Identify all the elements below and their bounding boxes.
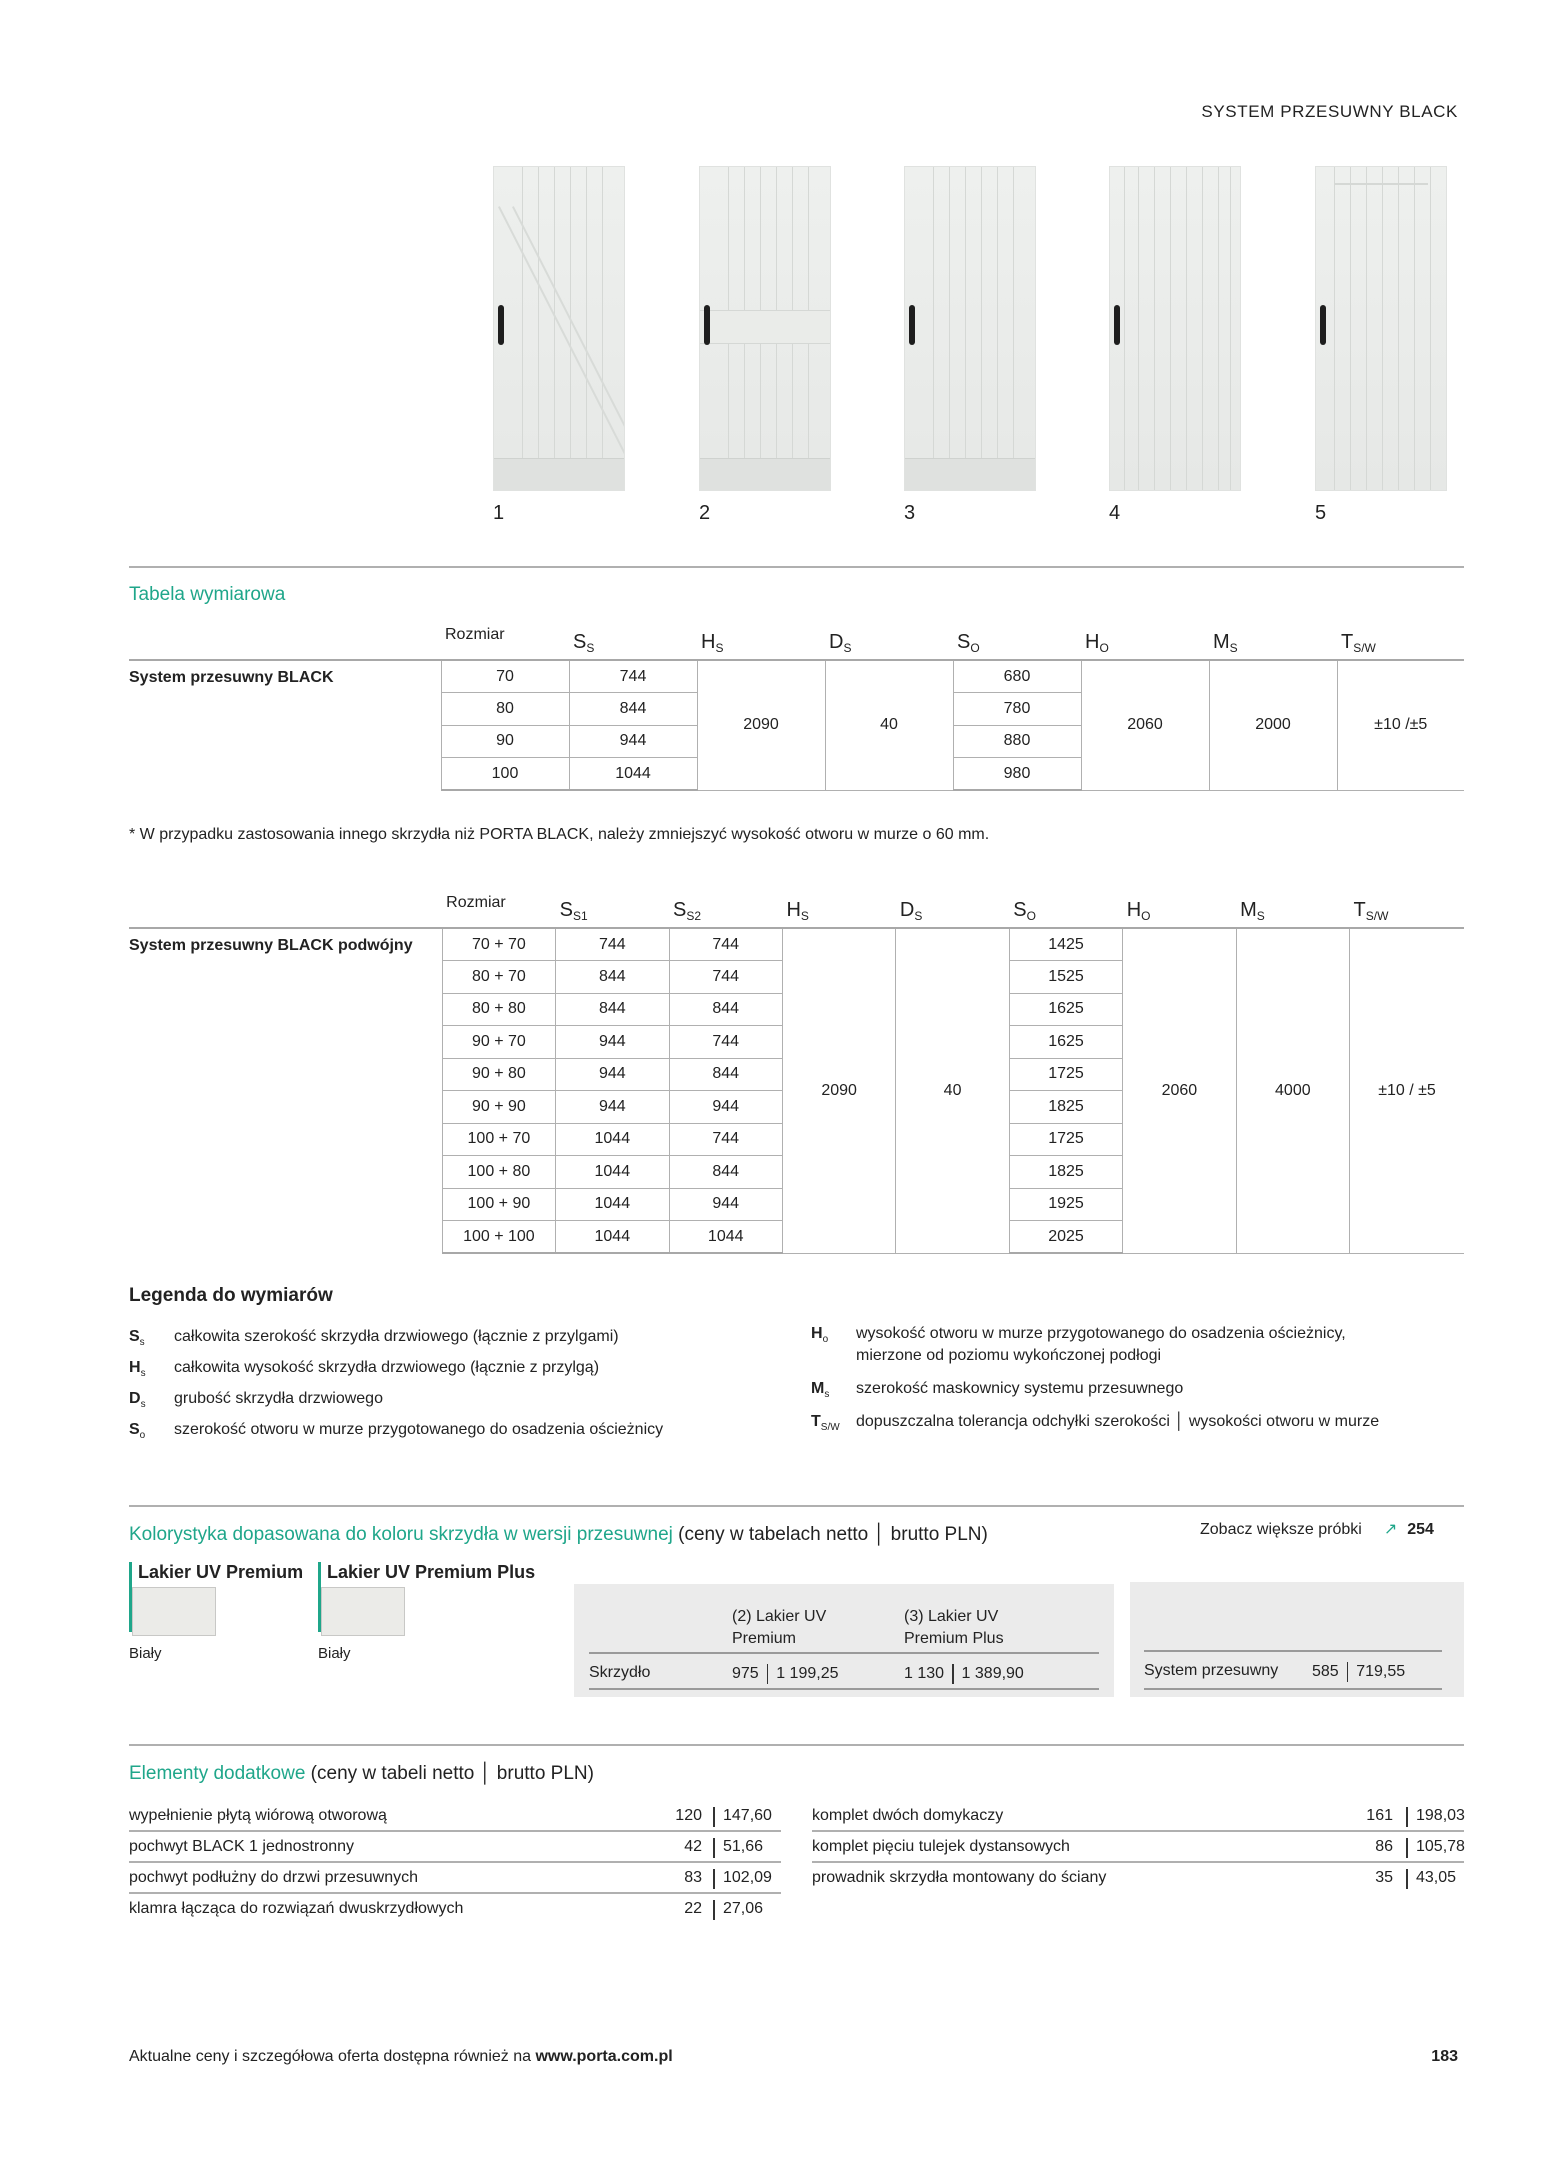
price-panel-leaf bbox=[574, 1584, 1114, 1697]
cell-ss1: 844 bbox=[556, 961, 669, 994]
col-header-ho: $H_O$ bbox=[1085, 631, 1109, 655]
legend-symbol: $D_s$ bbox=[129, 1390, 146, 1410]
door-number: 5 bbox=[1315, 502, 1327, 524]
dimension-table-single bbox=[129, 624, 1464, 791]
price-col-header: (2) Lakier UV Premium bbox=[732, 1608, 827, 1647]
cell-rozmiar: 80 + 80 bbox=[442, 993, 555, 1026]
price-col-header: (3) Lakier UV Premium Plus bbox=[904, 1608, 1004, 1647]
extra-item-row bbox=[129, 1802, 781, 1832]
col-header-rozmiar: Rozmiar bbox=[445, 626, 505, 643]
cell-ss2: 944 bbox=[669, 1188, 782, 1221]
cell-so: 1925 bbox=[1009, 1188, 1122, 1221]
col-header-rozmiar: Rozmiar bbox=[446, 894, 506, 911]
cell-ho: 2060 bbox=[1081, 660, 1209, 790]
cell-tsw: ±10 / ±5 bbox=[1350, 928, 1464, 1253]
cell-ms: 2000 bbox=[1209, 660, 1337, 790]
col-header-hs: $H_S$ bbox=[786, 899, 809, 923]
extra-item-row bbox=[129, 1895, 781, 1925]
legend-symbol: $H_o$ bbox=[811, 1325, 829, 1345]
extra-label: prowadnik skrzydła montowany do ściany bbox=[812, 1869, 1107, 1886]
website-link[interactable]: www.porta.com.pl bbox=[535, 2048, 673, 2065]
cell-so: 880 bbox=[953, 725, 1081, 758]
cell-ss1: 944 bbox=[556, 1091, 669, 1124]
cell-ss2: 844 bbox=[669, 1058, 782, 1091]
col-header-so: $S_O$ bbox=[1013, 899, 1036, 923]
cell-ss2: 844 bbox=[669, 993, 782, 1026]
door-image-2 bbox=[699, 166, 831, 491]
legend-symbol: $M_s$ bbox=[811, 1380, 830, 1400]
price-value: 585 719,55 bbox=[1312, 1663, 1406, 1681]
cell-rozmiar: 100 + 100 bbox=[442, 1221, 555, 1254]
price-net: 86 bbox=[1375, 1838, 1393, 1855]
col-header-so: $S_O$ bbox=[957, 631, 980, 655]
door-number: 1 bbox=[493, 502, 505, 524]
handle-icon bbox=[1320, 305, 1326, 345]
cell-ss2: 744 bbox=[669, 961, 782, 994]
col-header-tsw: $T_{S/W}$ bbox=[1353, 899, 1389, 923]
row-label: System przesuwny BLACK bbox=[129, 669, 334, 686]
cell-so: 1625 bbox=[1009, 1026, 1122, 1059]
price-net: 120 bbox=[675, 1807, 702, 1824]
col-header-ss2: $S_{S2}$ bbox=[673, 899, 702, 923]
cell-rozmiar: 100 + 70 bbox=[442, 1123, 555, 1156]
cell-rozmiar: 70 bbox=[441, 660, 569, 693]
legend-symbol: $S_o$ bbox=[129, 1421, 146, 1441]
legend-symbol: $S_s$ bbox=[129, 1328, 145, 1348]
cell-ss: 944 bbox=[569, 725, 697, 758]
handle-icon bbox=[1114, 305, 1120, 345]
cell-rozmiar: 80 bbox=[441, 693, 569, 726]
cell-so: 1425 bbox=[1009, 928, 1122, 961]
link-label: Zobacz większe próbki bbox=[1200, 1521, 1362, 1538]
extra-item-row bbox=[812, 1833, 1464, 1863]
footer-note: Aktualne ceny i szczegółowa oferta dostępna również na www.porta.com.pl bbox=[129, 2048, 673, 2065]
cell-ss2: 744 bbox=[669, 1026, 782, 1059]
cell-rozmiar: 90 + 90 bbox=[442, 1091, 555, 1124]
finish-name: Lakier UV Premium Plus bbox=[318, 1562, 535, 1632]
footnote: * W przypadku zastosowania innego skrzydła niż PORTA BLACK, należy zmniejszyć wysokość otworu w murze o 60 mm. bbox=[129, 826, 990, 843]
price-gross: 102,09 bbox=[723, 1869, 772, 1886]
cell-ss1: 1044 bbox=[556, 1221, 669, 1254]
price-gross: 198,03 bbox=[1416, 1807, 1465, 1824]
row-label: System przesuwny BLACK podwójny bbox=[129, 937, 413, 954]
col-header-tsw: $T_{S/W}$ bbox=[1341, 631, 1376, 655]
door-image-1 bbox=[493, 166, 625, 491]
cell-ds: 40 bbox=[896, 928, 1009, 1253]
cell-ss1: 1044 bbox=[556, 1188, 669, 1221]
cell-rozmiar: 90 + 80 bbox=[442, 1058, 555, 1091]
price-row-label: System przesuwny bbox=[1144, 1662, 1279, 1679]
price-net: 42 bbox=[684, 1838, 702, 1855]
cell-so: 1525 bbox=[1009, 961, 1122, 994]
section-title-dimensions: Tabela wymiarowa bbox=[129, 584, 286, 605]
divider bbox=[129, 1505, 1464, 1507]
cell-so: 1725 bbox=[1009, 1123, 1122, 1156]
cell-ms: 4000 bbox=[1236, 928, 1349, 1253]
divider bbox=[129, 1744, 1464, 1746]
price-row-label: Skrzydło bbox=[589, 1664, 651, 1681]
cell-so: 980 bbox=[953, 758, 1081, 791]
cell-ss2: 944 bbox=[669, 1091, 782, 1124]
swatch-label: Biały bbox=[318, 1645, 351, 1662]
cell-so: 1725 bbox=[1009, 1058, 1122, 1091]
cell-so: 2025 bbox=[1009, 1221, 1122, 1254]
running-title: SYSTEM PRZESUWNY BLACK bbox=[1201, 102, 1458, 121]
swatch-label: Biały bbox=[129, 1645, 162, 1662]
cell-ss2: 744 bbox=[669, 1123, 782, 1156]
door-number: 4 bbox=[1109, 502, 1121, 524]
section-title-colors: Kolorystyka dopasowana do koloru skrzydła w wersji przesuwnej (ceny w tabelach netto │ brutto PLN) bbox=[129, 1524, 988, 1545]
cell-ss1: 1044 bbox=[556, 1156, 669, 1189]
extra-label: komplet pięciu tulejek dystansowych bbox=[812, 1838, 1070, 1855]
arrow-up-right-icon: ↗ bbox=[1383, 1521, 1398, 1538]
door-number: 2 bbox=[699, 502, 711, 524]
price-value: 1 130 1 389,90 bbox=[904, 1665, 1024, 1683]
dimension-table-double bbox=[129, 892, 1464, 1254]
cell-so: 1825 bbox=[1009, 1156, 1122, 1189]
cell-ss2: 844 bbox=[669, 1156, 782, 1189]
finish-name: Lakier UV Premium bbox=[129, 1562, 303, 1632]
cell-ss1: 944 bbox=[556, 1026, 669, 1059]
page-number: 183 bbox=[1431, 2048, 1458, 2065]
legend-text: całkowita wysokość skrzydła drzwiowego (łącznie z przylgą) bbox=[174, 1359, 600, 1376]
cell-ss1: 844 bbox=[556, 993, 669, 1026]
legend-text: szerokość otworu w murze przygotowanego do osadzenia ościeżnicy bbox=[174, 1421, 664, 1438]
legend-text: grubość skrzydła drzwiowego bbox=[174, 1390, 383, 1407]
col-header-ds: $D_S$ bbox=[899, 899, 923, 923]
legend-symbol: $T_{S/W}$ bbox=[811, 1413, 840, 1433]
extra-item-row bbox=[129, 1833, 781, 1863]
cell-so: 1625 bbox=[1009, 993, 1122, 1026]
col-header-ds: $D_S$ bbox=[829, 631, 852, 655]
cell-ss: 844 bbox=[569, 693, 697, 726]
col-header-ss: $S_S$ bbox=[573, 631, 595, 655]
price-gross: 27,06 bbox=[723, 1900, 764, 1917]
cell-rozmiar: 70 + 70 bbox=[442, 928, 555, 961]
cell-rozmiar: 100 + 90 bbox=[442, 1188, 555, 1221]
cell-so: 780 bbox=[953, 693, 1081, 726]
door-image-4 bbox=[1109, 166, 1241, 491]
col-header-ms: $M_S$ bbox=[1213, 631, 1238, 655]
price-net: 35 bbox=[1375, 1869, 1393, 1886]
page-reference: 254 bbox=[1407, 1521, 1434, 1538]
legend-title: Legenda do wymiarów bbox=[129, 1285, 333, 1306]
color-swatch-white[interactable] bbox=[132, 1587, 216, 1636]
col-header-ho: $H_O$ bbox=[1126, 899, 1151, 923]
cell-ho: 2060 bbox=[1123, 928, 1236, 1253]
extra-label: komplet dwóch domykaczy bbox=[812, 1807, 1004, 1824]
price-net: 22 bbox=[684, 1900, 702, 1917]
cell-rozmiar: 80 + 70 bbox=[442, 961, 555, 994]
see-larger-samples-link[interactable] bbox=[1200, 1519, 1434, 1539]
cell-rozmiar: 100 + 80 bbox=[442, 1156, 555, 1189]
color-swatch-white[interactable] bbox=[321, 1587, 405, 1636]
table-row bbox=[129, 928, 1464, 961]
col-header-hs: $H_S$ bbox=[701, 631, 724, 655]
cell-ss1: 944 bbox=[556, 1058, 669, 1091]
section-title-extras: Elementy dodatkowe (ceny w tabeli netto │ brutto PLN) bbox=[129, 1763, 594, 1784]
cell-ss1: 1044 bbox=[556, 1123, 669, 1156]
cell-hs: 2090 bbox=[782, 928, 895, 1253]
legend-text: całkowita szerokość skrzydła drzwiowego (łącznie z przylgami) bbox=[174, 1328, 619, 1345]
cell-ss: 744 bbox=[569, 660, 697, 693]
col-header-ss1: $S_{S1}$ bbox=[559, 899, 588, 923]
divider bbox=[129, 566, 1464, 568]
handle-icon bbox=[704, 305, 710, 345]
cell-ss: 1044 bbox=[569, 758, 697, 791]
extra-label: wypełnienie płytą wiórową otworową bbox=[129, 1807, 387, 1824]
door-image-5 bbox=[1315, 166, 1447, 491]
door-image-3 bbox=[904, 166, 1036, 491]
extra-label: klamra łącząca do rozwiązań dwuskrzydłowych bbox=[129, 1900, 464, 1917]
extra-label: pochwyt podłużny do drzwi przesuwnych bbox=[129, 1869, 419, 1886]
cell-hs: 2090 bbox=[697, 660, 825, 790]
cell-so: 680 bbox=[953, 660, 1081, 693]
price-net: 83 bbox=[684, 1869, 702, 1886]
table-row bbox=[129, 660, 1464, 693]
price-gross: 147,60 bbox=[723, 1807, 772, 1824]
cell-tsw: ±10 /±5 bbox=[1337, 660, 1464, 790]
price-value: 975 1 199,25 bbox=[732, 1665, 839, 1683]
cell-rozmiar: 100 bbox=[441, 758, 569, 791]
extra-item-row bbox=[812, 1802, 1464, 1832]
cell-ss1: 744 bbox=[556, 928, 669, 961]
cell-so: 1825 bbox=[1009, 1091, 1122, 1124]
price-gross: 51,66 bbox=[723, 1838, 764, 1855]
door-number: 3 bbox=[904, 502, 916, 524]
cell-ss2: 1044 bbox=[669, 1221, 782, 1254]
col-header-ms: $M_S$ bbox=[1240, 899, 1265, 923]
cell-rozmiar: 90 bbox=[441, 725, 569, 758]
extra-label: pochwyt BLACK 1 jednostronny bbox=[129, 1838, 355, 1855]
extra-item-row bbox=[812, 1864, 1464, 1894]
price-gross: 105,78 bbox=[1416, 1838, 1465, 1855]
legend-text: szerokość maskownicy systemu przesuwnego bbox=[856, 1380, 1184, 1397]
cell-ds: 40 bbox=[825, 660, 953, 790]
legend-text: dopuszczalna tolerancja odchyłki szerokości │ wysokości otworu w murze bbox=[856, 1413, 1380, 1430]
handle-icon bbox=[498, 305, 504, 345]
price-panel-system bbox=[1130, 1582, 1464, 1697]
handle-icon bbox=[909, 305, 915, 345]
price-net: 161 bbox=[1366, 1807, 1393, 1824]
legend-text: wysokość otworu w murze przygotowanego do osadzenia ościeżnicy, mierzone od poziomu wykończonej podłogi bbox=[856, 1325, 1346, 1364]
legend-symbol: $H_s$ bbox=[129, 1359, 146, 1379]
price-gross: 43,05 bbox=[1416, 1869, 1457, 1886]
cell-rozmiar: 90 + 70 bbox=[442, 1026, 555, 1059]
extra-item-row bbox=[129, 1864, 781, 1894]
cell-ss2: 744 bbox=[669, 928, 782, 961]
